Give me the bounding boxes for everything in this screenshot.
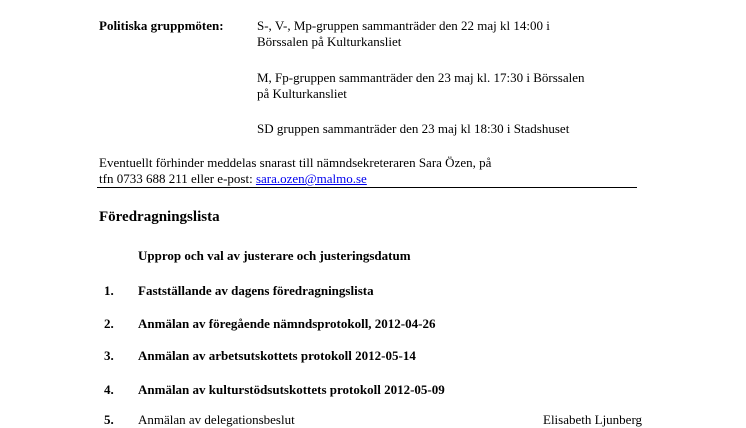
agenda-item-number: 1. [104,283,114,298]
agenda-item-number: 4. [104,382,114,397]
agenda-item [0,316,746,332]
notice-line2 [99,171,367,187]
agenda-title: Föredragningslista [99,209,220,225]
agenda-item-text: Anmälan av delegationsbeslut [138,412,295,427]
agenda-item [0,382,746,398]
meeting-entry-2-line2: på Kulturkansliet [257,86,347,101]
agenda-item-text: Anmälan av arbetsutskottets protokoll 2012-05-14 [138,348,416,363]
meetings-label: Politiska gruppmöten: [99,18,224,33]
meeting-entry-1-line1: S-, V-, Mp-gruppen sammanträder den 22 maj kl 14:00 i [257,18,550,33]
agenda-item [0,348,746,364]
agenda-item-number: 2. [104,316,114,331]
email-link[interactable]: sara.ozen@malmo.se [255,171,367,186]
agenda-item-text: Anmälan av föregående nämndsprotokoll, 2012-04-26 [138,316,436,331]
agenda-item-text: Fastställande av dagens föredragningslista [138,283,374,298]
notice-line2-prefix: tfn 0733 688 211 eller e-post: [99,171,256,186]
agenda-item [0,412,746,427]
meeting-entry-3-line1: SD gruppen sammanträder den 23 maj kl 18:30 i Stadshuset [257,121,570,136]
meeting-entry-2-line1: M, Fp-gruppen sammanträder den 23 maj kl. 17:30 i Börssalen [257,70,585,85]
meeting-entry-1-line2: Börssalen på Kulturkansliet [257,34,402,49]
divider-line [97,187,637,188]
agenda-intro: Upprop och val av justerare och justeringsdatum [138,248,411,263]
agenda-item-number: 5. [104,412,114,427]
agenda-item [0,283,746,299]
agenda-item-number: 3. [104,348,114,363]
notice-line1: Eventuellt förhinder meddelas snarast till nämndsekreteraren Sara Özen, på [99,155,492,170]
agenda-item-responsible: Elisabeth Ljunberg [543,412,643,427]
agenda-item-text: Anmälan av kulturstödsutskottets protokoll 2012-05-09 [138,382,445,397]
